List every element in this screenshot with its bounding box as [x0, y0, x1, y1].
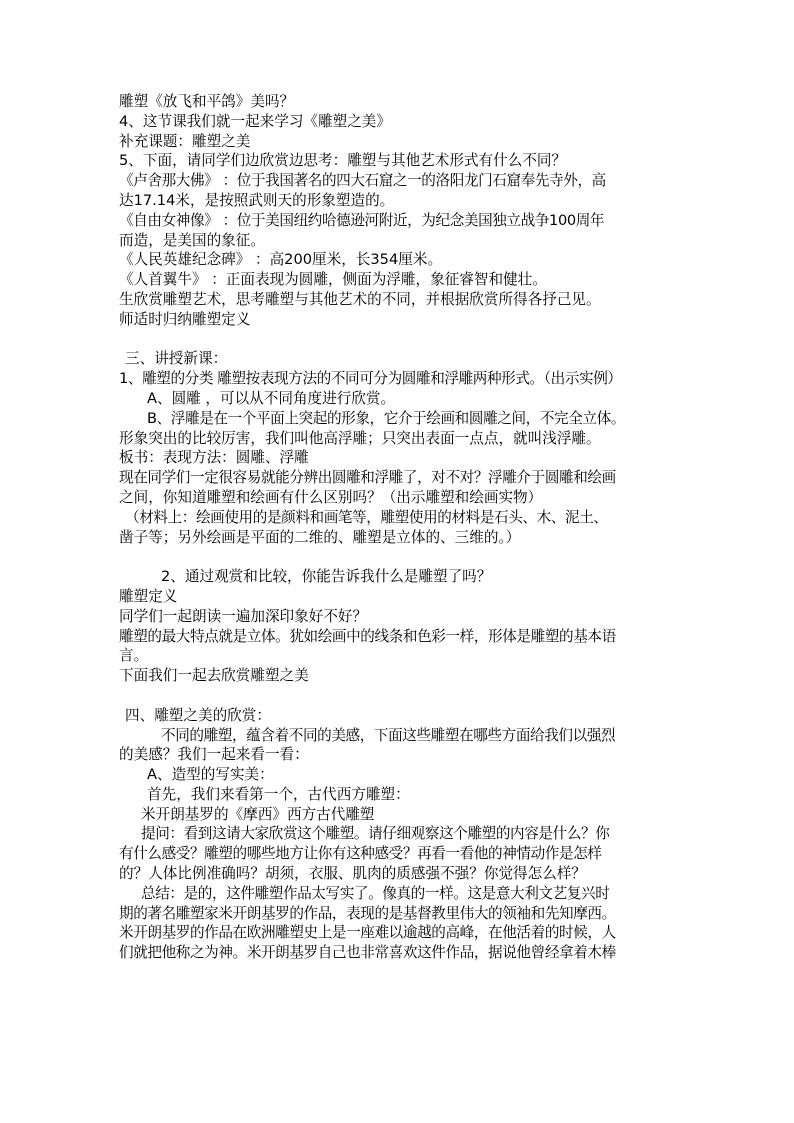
text-line: 1、雕塑的分类 雕塑按表现方法的不同可分为圆雕和浮雕两种形式。（出示实例）: [119, 370, 622, 388]
blank-line: [119, 686, 679, 706]
text-line: 板书：表现方法：圆雕、浮雕: [119, 449, 309, 467]
text-line: 雕塑的最大特点就是立体。犹如绘画中的线条和色彩一样，形体是雕塑的基本语: [119, 627, 616, 645]
text-line: 现在同学们一定很容易就能分辨出圆雕和浮雕了，对不对？浮雕介于圆雕和绘画: [119, 469, 616, 487]
text-line: 米开朗基罗的作品在欧洲雕塑史上是一座难以逾越的高峰，在他活着的时候，人: [119, 924, 616, 942]
text-line: 提问：看到这请大家欣赏这个雕塑。请仔细观察这个雕塑的内容是什么？你: [141, 825, 610, 843]
text-line: 的？人体比例准确吗？胡须，衣服、肌肉的质感强不强？你觉得怎么样？: [119, 865, 587, 883]
text-line: 不同的雕塑，蕴含着不同的美感，下面这些雕塑在哪些方面给我们以强烈: [161, 726, 616, 744]
text-line: 同学们一起朗读一遍加深印象好不好？: [119, 607, 368, 625]
text-line: B、浮雕是在一个平面上突起的形象，它介于绘画和圆雕之间，不完全立体。: [147, 409, 626, 427]
section-heading: 四、雕塑之美的欣赏：: [125, 706, 271, 724]
text-line: 师适时归纳雕塑定义: [119, 310, 251, 328]
text-line: 形象突出的比较厉害，我们叫他高浮雕；只突出表面一点点，就叫浅浮雕。: [119, 429, 601, 447]
text-line: 总结：是的，这件雕塑作品太写实了。像真的一样。这是意大利文艺复兴时: [141, 884, 610, 902]
blank-line: [119, 547, 679, 567]
text-line: 而造，是美国的象征。: [119, 231, 265, 249]
text-line: 的美感？我们一起来看一看：: [119, 746, 309, 764]
text-line: 补充课题：雕塑之美: [119, 132, 251, 150]
text-line: （材料上：绘画使用的是颜料和画笔等，雕塑使用的材料是石头、木、泥土、: [125, 508, 608, 526]
text-line: 《卢舍那大佛》 ：位于我国著名的四大石窟之一的洛阳龙门石窟奉先寺外，高: [119, 172, 606, 190]
text-line: 言。: [119, 647, 149, 665]
text-line: 生欣赏雕塑艺术，思考雕塑与其他艺术的不同，并根据欣赏所得各抒己见。: [119, 290, 601, 308]
text-line: 们就把他称之为神。米开朗基罗自己也非常喜欢这件作品，据说他曾经拿着木棒: [119, 944, 616, 962]
text-line: 下面我们一起去欣赏雕塑之美: [119, 667, 309, 685]
text-line: 达17.14米，是按照武则天的形象塑造的。: [119, 191, 395, 209]
text-line: 《自由女神像》 ：位于美国纽约哈德逊河附近，为纪念美国独立战争100周年: [119, 211, 605, 229]
document-body: [119, 92, 679, 963]
text-line: 4、这节课我们就一起来学习《雕塑之美》: [119, 112, 391, 130]
text-line: 米开朗基罗的《摩西》西方古代雕塑: [141, 805, 375, 823]
text-line: 首先，我们来看第一个，古代西方雕塑：: [147, 785, 410, 803]
text-line: A、圆雕 ，可以从不同角度进行欣赏。: [147, 389, 396, 407]
text-line: 雕塑《放飞和平鸽》美吗？: [119, 93, 295, 110]
text-line: 凿子等；另外绘画是平面的二维的、雕塑是立体的、三维的。）: [119, 528, 521, 546]
section-heading: 三、讲授新课：: [125, 350, 228, 368]
text-line: 5、下面，请同学们边欣赏边思考：雕塑与其他艺术形式有什么不同？: [119, 152, 567, 170]
text-line: 雕塑定义: [119, 587, 178, 605]
text-line: A、造型的写实美：: [147, 766, 274, 784]
text-line: 《人民英雄纪念碑》 ：高200厘米，长354厘米。: [119, 251, 443, 269]
text-line: 2、通过观赏和比较，你能告诉我什么是雕塑了吗？: [161, 568, 492, 586]
blank-line: [119, 330, 679, 350]
text-line: 期的著名雕塑家米开朗基罗的作品，表现的是基督教里伟大的领袖和先知摩西。: [119, 904, 616, 922]
text-line: 有什么感受？雕塑的哪些地方让你有这种感受？再看一看他的神情动作是怎样: [119, 845, 602, 863]
text-line: 《人首翼牛》 ：正面表现为圆雕，侧面为浮雕，象征睿智和健壮。: [119, 271, 547, 289]
text-line: 之间，你知道雕塑和绘画有什么区别吗？（出示雕塑和绘画实物）: [119, 488, 543, 506]
